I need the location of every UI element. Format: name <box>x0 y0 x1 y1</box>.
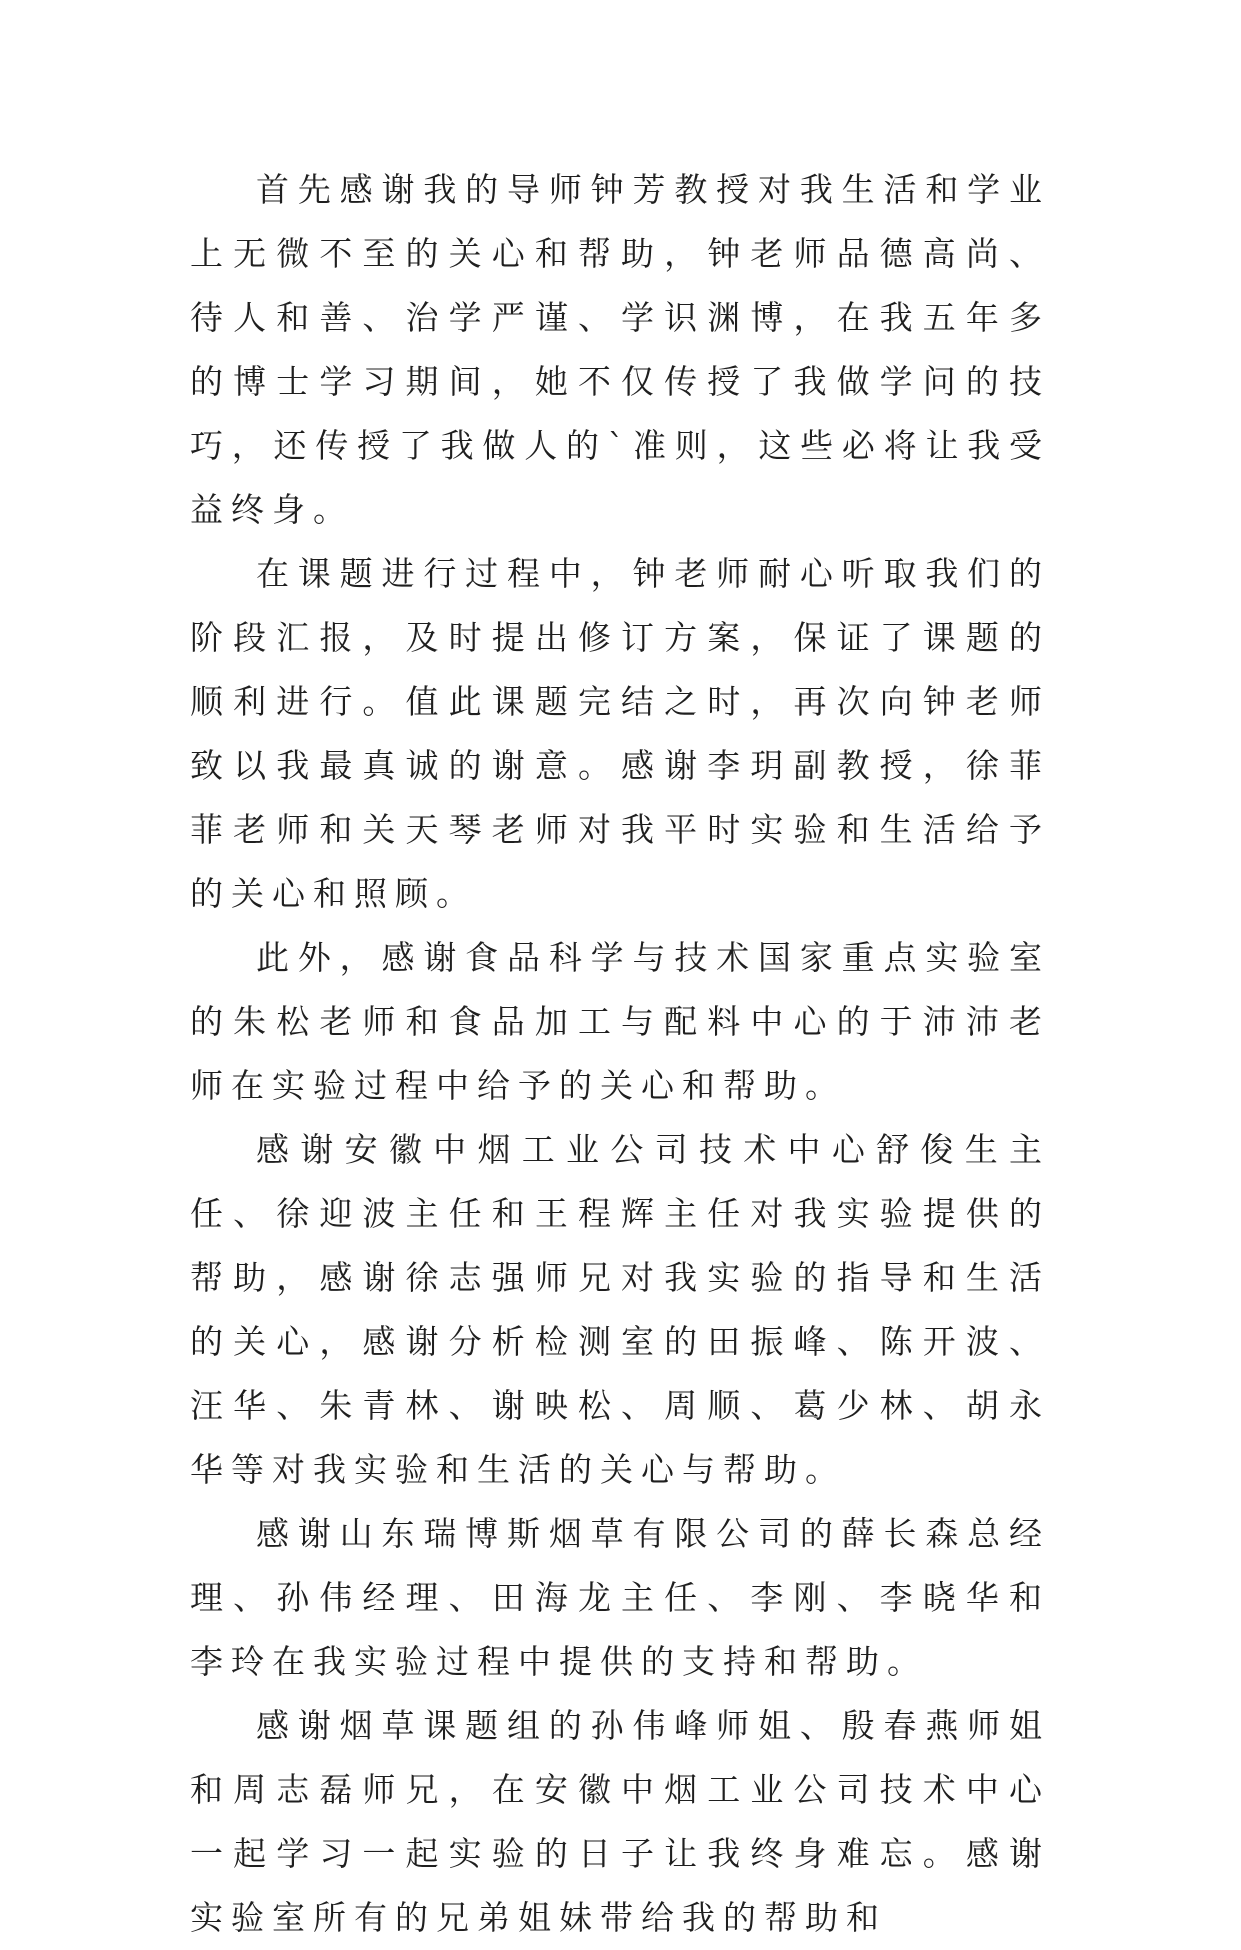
paragraph-1: 首先感谢我的导师钟芳教授对我生活和学业上无微不至的关心和帮助，钟老师品德高尚、待人和善、治学严谨、学识渊博，在我五年多的博士学习期间，她不仅传授了我做学问的技巧，还传授了我做人的`准则，这些必将让我受益终身。 <box>190 170 1050 529</box>
paragraph-3: 此外，感谢食品科学与技术国家重点实验室的朱松老师和食品加工与配料中心的于沛沛老师在实验过程中给予的关心和帮助。 <box>190 938 1050 1105</box>
paragraph-4: 感谢安徽中烟工业公司技术中心舒俊生主任、徐迎波主任和王程辉主任对我实验提供的帮助，感谢徐志强师兄对我实验的指导和生活的关心，感谢分析检测室的田振峰、陈开波、汪华、朱青林、谢映松、周顺、葛少林、胡永华等对我实验和生活的关心与帮助。 <box>190 1130 1050 1489</box>
acknowledgement-text <box>190 158 1050 1950</box>
paragraph-6: 感谢烟草课题组的孙伟峰师姐、殷春燕师姐和周志磊师兄，在安徽中烟工业公司技术中心一起学习一起实验的日子让我终身难忘。感谢实验室所有的兄弟姐妹带给我的帮助和 <box>190 1706 1050 1937</box>
paragraph-5: 感谢山东瑞博斯烟草有限公司的薛长森总经理、孙伟经理、田海龙主任、李刚、李晓华和李玲在我实验过程中提供的支持和帮助。 <box>190 1514 1050 1681</box>
paragraph-2: 在课题进行过程中，钟老师耐心听取我们的阶段汇报，及时提出修订方案，保证了课题的顺利进行。值此课题完结之时，再次向钟老师致以我最真诚的谢意。感谢李玥副教授，徐菲菲老师和关天琴老师对我平时实验和生活给予的关心和照顾。 <box>190 554 1050 913</box>
